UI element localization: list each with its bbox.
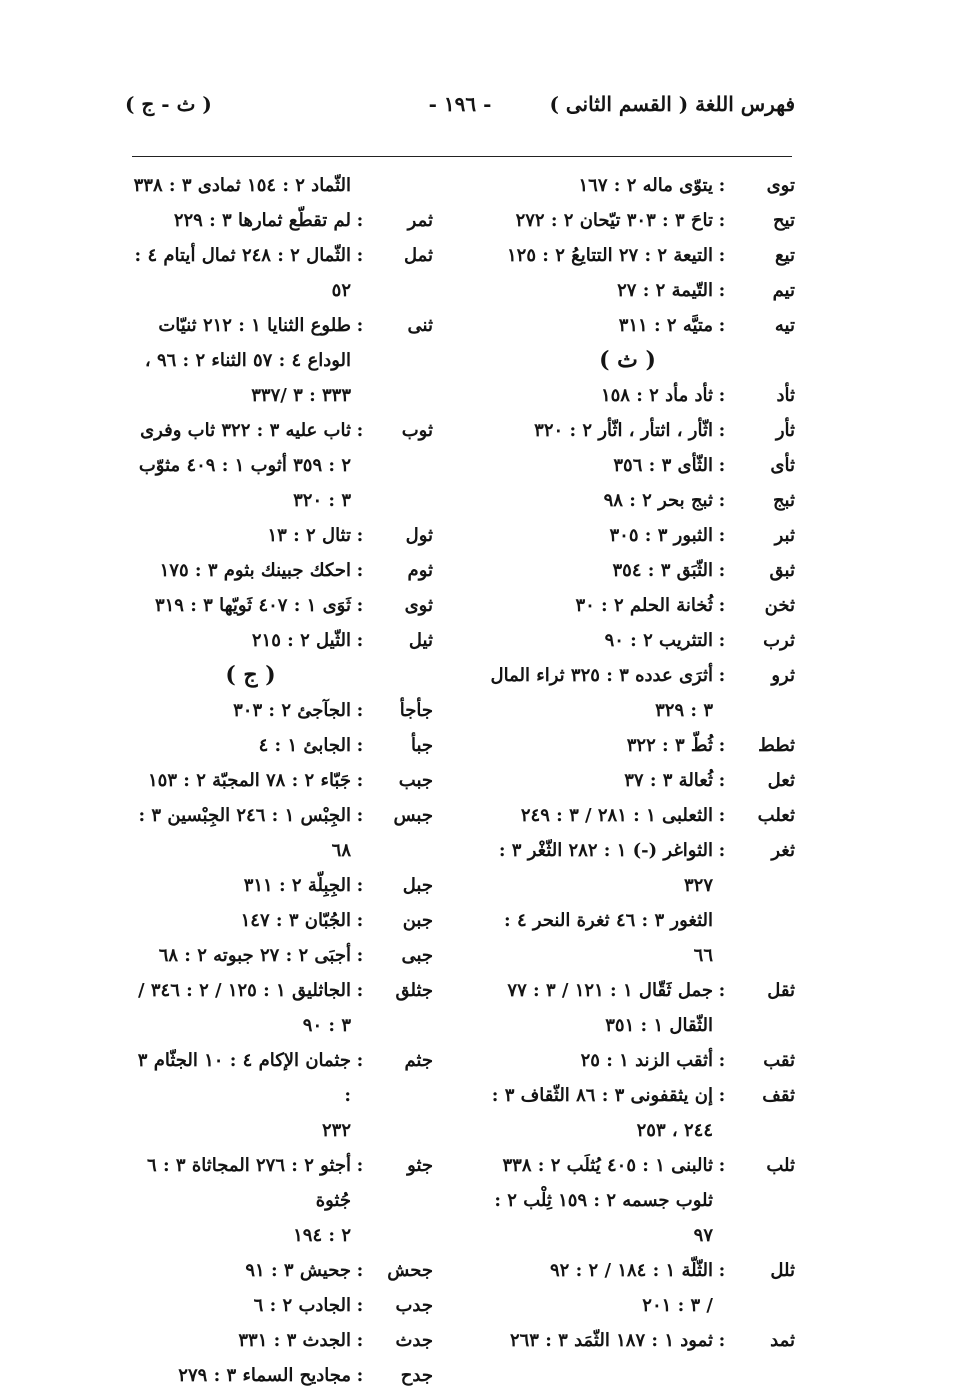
entry-line: الثغور ٣ : ٤٦ ثغرة النحر ٤ : ٦٦ [504, 910, 713, 966]
entry-line: الثّلّة ١ : ١٨٤ / ٢ : ٩٢ [550, 1260, 713, 1281]
index-entry [128, 203, 433, 238]
entry-root: جدث [395, 1330, 433, 1351]
entry-body [490, 1323, 713, 1358]
index-entry [490, 973, 795, 1043]
entry-root: ثأر [775, 420, 795, 441]
entry-body [128, 798, 351, 868]
index-entry [128, 238, 433, 308]
entry-root: جثلق [395, 980, 433, 1001]
index-entry [490, 413, 795, 448]
index-entry [490, 203, 795, 238]
index-entry [490, 1078, 795, 1148]
entry-root: جبس [393, 805, 433, 826]
index-entry [490, 553, 795, 588]
entry-root: جأجأ [399, 700, 433, 721]
entry-root: ثمد [770, 1330, 795, 1351]
entry-body [128, 763, 351, 798]
entry-line: جمل ثَقّال ١ : ١٢١ / ٣ : ٧٧ [507, 980, 713, 1001]
entry-body [490, 658, 713, 728]
entry-line: الثعلبى ١ : ٢٨١ / ٣ : ٢٤٩ [520, 805, 713, 826]
entry-root: ثمل [403, 245, 433, 266]
entry-separator: : [718, 595, 726, 616]
index-entry [128, 518, 433, 553]
index-entry [490, 378, 795, 413]
entry-separator: : [356, 525, 364, 546]
index-entry [128, 1323, 433, 1358]
entry-separator: : [356, 315, 364, 336]
index-entry [490, 1323, 795, 1358]
index-entry [128, 1253, 433, 1288]
entry-root: ثقب [763, 1050, 795, 1071]
entry-line: الجِبْس ١ : ٢٤٦ الجِبْسين ٣ : ٦٨ [138, 805, 351, 861]
entry-separator: : [356, 700, 364, 721]
entry-root: ثعلب [757, 805, 795, 826]
entry-separator: : [356, 980, 364, 1001]
letter-range: ( ث - ج ) [125, 92, 212, 116]
letter-section-heading: ( ج ) [225, 662, 276, 688]
entry-separator: : [718, 735, 726, 756]
entry-root: ثوب [401, 420, 433, 441]
entry-line: ثأد مأد ٢ : ١٥٨ [600, 385, 713, 406]
entry-line: ثُطّ ٣ : ٣٢٢ [626, 735, 713, 756]
entry-root: ثبر [774, 525, 795, 546]
entry-body [490, 273, 713, 308]
entry-root: ثبج [772, 490, 795, 511]
entry-line: ٢ : ٣٥٩ أثوب ١ : ٤٠٩ مثوّب [138, 455, 351, 476]
entry-line: الجُبّان ٣ : ١٤٧ [240, 910, 351, 931]
entry-root: تيه [774, 315, 795, 336]
page-number: - ١٩٦ - [428, 92, 492, 116]
entry-separator: : [718, 560, 726, 581]
entry-line: التيعة ٢ : ٢٧ التتايعُ ٢ : ١٢٥ [507, 245, 713, 266]
entry-body [490, 518, 713, 553]
index-entry [128, 553, 433, 588]
entry-line: أثقب الزند ١ : ٢٥ [580, 1050, 713, 1071]
entry-line: ٣٣٣ : ٣ /٣٣٧ [251, 385, 351, 406]
entry-body [128, 903, 351, 938]
index-entry [490, 238, 795, 273]
entry-line: الثّأى ٣ : ٣٥٦ [613, 455, 713, 476]
index-entry [128, 868, 433, 903]
entry-line: الجآجئ ٢ : ٣٠٣ [233, 700, 351, 721]
entry-root: ثأى [770, 455, 795, 476]
entry-separator: : [356, 1050, 364, 1071]
entry-line: الجاثليق ١ : ١٢٥ / ٢ : ٣٤٦ / [138, 980, 351, 1001]
index-entry [128, 413, 433, 518]
entry-body [490, 483, 713, 518]
index-entry [128, 938, 433, 973]
entry-line: أجبَى ٢ : ٢٧ جبوته ٢ : ٦٨ [158, 945, 351, 966]
entry-line: الثبور ٣ : ٣٠٥ [609, 525, 713, 546]
entry-root: ثقل [767, 980, 795, 1001]
entry-root: جحش [387, 1260, 433, 1281]
entry-line: لم تقطّع ثمارها ٣ : ٢٢٩ [173, 210, 351, 231]
entry-root: تيم [772, 280, 795, 301]
entry-line: ثاب عليه ٣ : ٣٢٢ ثاب وفرى [140, 420, 351, 441]
entry-root: ثخن [764, 595, 795, 616]
index-entry [490, 308, 795, 343]
index-entry [490, 1043, 795, 1078]
index-entry [128, 973, 433, 1043]
entry-line: جثمان الإكام ٤ : ١٠ الجثّام ٣ : [137, 1050, 351, 1106]
index-entry [128, 168, 433, 203]
entry-body [490, 833, 713, 973]
entry-body [490, 203, 713, 238]
entry-separator: : [356, 595, 364, 616]
entry-root: تيع [774, 245, 795, 266]
entry-separator: : [718, 455, 726, 476]
entry-root: ثيل [408, 630, 433, 651]
entry-body [490, 1078, 713, 1148]
entry-root: ثقف [762, 1085, 795, 1106]
entry-body [128, 1358, 351, 1393]
index-entry [490, 833, 795, 973]
entry-line: ٢٤٤ ، ٢٥٣ [636, 1120, 713, 1141]
entry-body [128, 973, 351, 1043]
entry-body [128, 168, 351, 203]
entry-line: الثّقال ١ : ٣٥١ [605, 1015, 713, 1036]
entry-root: ثنى [407, 315, 433, 336]
entry-line: جَبّاء ٢ : ٧٨ المجبّة ٢ : ١٥٣ [148, 770, 351, 791]
entry-separator: : [718, 280, 726, 301]
entry-line: الجِبِلّة ٢ : ٣١١ [243, 875, 351, 896]
index-entry [490, 1148, 795, 1253]
entry-root: ثلل [770, 1260, 795, 1281]
entry-separator: : [356, 1365, 364, 1386]
entry-line: ثلوب جسمه ٢ : ١٥٩ ثِلْب ٢ : ٩٧ [494, 1190, 713, 1246]
entry-separator: : [356, 945, 364, 966]
index-entry [128, 308, 433, 413]
running-head [125, 92, 795, 128]
entry-body [128, 588, 351, 623]
entry-separator: : [356, 1295, 364, 1316]
index-entry [128, 1358, 433, 1393]
entry-line: ثمود ١ : ١٨٧ الثّمَد ٣ : ٢٦٣ [509, 1330, 713, 1351]
index-entry [128, 903, 433, 938]
entry-separator: : [718, 420, 726, 441]
entry-line: التّيمة ٢ : ٢٧ [617, 280, 713, 301]
entry-root: ثعل [767, 770, 795, 791]
entry-line: ٣ : ٩٠ [302, 1015, 351, 1036]
entry-body [490, 553, 713, 588]
entry-line: ثَوَى ١ : ٤٠٧ ثَويّها ٣ : ٣١٩ [154, 595, 351, 616]
index-entry [490, 483, 795, 518]
entry-body [128, 938, 351, 973]
entry-body [490, 763, 713, 798]
entry-line: ثبج بحر ٢ : ٩٨ [603, 490, 713, 511]
index-entry [490, 588, 795, 623]
index-entry [128, 623, 433, 658]
index-entry [490, 168, 795, 203]
entry-line: مجاديح السماء ٣ : ٢٧٩ [178, 1365, 351, 1386]
index-entry [128, 1043, 433, 1148]
index-entry [128, 588, 433, 623]
index-entry [490, 658, 795, 728]
entry-body [128, 203, 351, 238]
entry-body [128, 1253, 351, 1288]
entry-separator: : [356, 1155, 364, 1176]
entry-root: ثطط [758, 735, 795, 756]
entry-body [490, 378, 713, 413]
entry-separator: : [718, 770, 726, 791]
entry-separator: : [718, 245, 726, 266]
entry-body [128, 1043, 351, 1148]
index-entry [128, 763, 433, 798]
index-entry [490, 518, 795, 553]
entry-separator: : [718, 1085, 726, 1106]
entry-line: التثريب ٢ : ٩٠ [604, 630, 713, 651]
entry-body [490, 1148, 713, 1253]
entry-body [490, 1253, 713, 1323]
entry-body [128, 1148, 351, 1253]
entry-root: تيح [772, 210, 795, 231]
index-entry [490, 728, 795, 763]
entry-root: ثأد [776, 385, 795, 406]
entry-body [490, 623, 713, 658]
index-entry [490, 763, 795, 798]
entry-body [128, 728, 351, 763]
entry-body [128, 693, 351, 728]
entry-line: الثواغر (-) ١ : ٢٨٢ الثّغْر ٣ : ٣٢٧ [498, 840, 713, 896]
entry-root: جدب [395, 1295, 433, 1316]
entry-separator: : [718, 525, 726, 546]
entry-body [490, 973, 713, 1043]
entry-line: تثال ٢ : ١٣ [267, 525, 351, 546]
entry-body [128, 238, 351, 308]
entry-line: أجثو ٢ : ٢٧٦ المجاثاة ٣ : ٦ جُثوة [147, 1155, 351, 1211]
entry-root: جبأ [410, 735, 433, 756]
right-column [490, 168, 795, 1358]
entry-root: جبى [401, 945, 433, 966]
entry-body [490, 728, 713, 763]
entry-line: تاحَ ٣ : ٣٠٣ تيّحان ٢ : ٢٧٢ [515, 210, 713, 231]
entry-separator: : [356, 1260, 364, 1281]
entry-line: ثُخانة الحلم ٢ : ٣٠ [575, 595, 713, 616]
entry-line: ٢ : ١٩٤ [293, 1225, 351, 1246]
entry-line: الجدث ٣ : ٣٣١ [238, 1330, 351, 1351]
entry-separator: : [356, 210, 364, 231]
entry-line: ثُعالة ٣ : ٣٧ [624, 770, 713, 791]
index-entry [490, 273, 795, 308]
entry-line: الثّمال ٢ : ٢٤٨ ثمال أيتام ٤ : ٥٢ [134, 245, 351, 301]
entry-body [490, 798, 713, 833]
entry-separator: : [718, 1050, 726, 1071]
entry-root: ثوم [407, 560, 433, 581]
entry-root: جبل [402, 875, 433, 896]
entry-root: ثرب [763, 630, 795, 651]
entry-separator: : [718, 1330, 726, 1351]
entry-separator: : [718, 315, 726, 336]
index-entry [128, 798, 433, 868]
entry-separator: : [356, 770, 364, 791]
letter-section-heading: ( ث ) [599, 347, 656, 373]
entry-line: الثّبَق ٣ : ٣٥٤ [612, 560, 713, 581]
entry-root: جثم [404, 1050, 433, 1071]
entry-line: ٢٣٢ [321, 1120, 351, 1141]
entry-separator: : [718, 385, 726, 406]
entry-line: الثّيل ٢ : ٢١٥ [251, 630, 351, 651]
entry-separator: : [718, 980, 726, 1001]
entry-root: ثوى [404, 595, 433, 616]
entry-line: / ٣ : ٢٠١ [642, 1295, 713, 1316]
entry-separator: : [718, 805, 726, 826]
entry-root: جدح [400, 1365, 433, 1386]
entry-separator: : [356, 420, 364, 441]
entry-root: ثغر [771, 840, 795, 861]
index-entry [490, 1253, 795, 1323]
index-entry [490, 798, 795, 833]
entry-body [490, 308, 713, 343]
index-entry [128, 693, 433, 728]
entry-separator: : [718, 490, 726, 511]
entry-body [128, 413, 351, 518]
header-divider [132, 156, 792, 157]
entry-root: ثلب [766, 1155, 795, 1176]
entry-root: ثرو [771, 665, 795, 686]
entry-line: الجابئ ١ : ٤ [258, 735, 351, 756]
entry-separator: : [356, 805, 364, 826]
entry-line: اثّأر ، اثتأر ، اثّأر ٢ : ٣٢٠ [534, 420, 713, 441]
entry-body [490, 413, 713, 448]
entry-body [490, 448, 713, 483]
entry-line: أثرَى عدده ٣ : ٣٢٥ ثراء المال [490, 665, 713, 686]
entry-line: يتوّى ماله ٢ : ١٦٧ [578, 175, 713, 196]
entry-body [490, 588, 713, 623]
entry-line: إن يثقفونى ٣ : ٨٦ الثّقاف ٣ : [491, 1085, 713, 1106]
entry-separator: : [718, 630, 726, 651]
entry-separator: : [718, 1260, 726, 1281]
entry-root: جثو [407, 1155, 433, 1176]
entry-separator: : [356, 560, 364, 581]
entry-separator: : [356, 630, 364, 651]
entry-body [490, 168, 713, 203]
entry-separator: : [718, 210, 726, 231]
entry-separator: : [718, 1155, 726, 1176]
entry-root: جبن [402, 910, 433, 931]
entry-line: طلوع الثنايا ١ : ٢١٢ ثنيّات [158, 315, 351, 336]
entry-line: متيَّه ٢ : ٣١١ [618, 315, 713, 336]
entry-body [128, 553, 351, 588]
entry-root: ثول [405, 525, 433, 546]
index-entry [128, 1148, 433, 1253]
entry-separator: : [718, 840, 726, 861]
entry-body [128, 518, 351, 553]
index-entry [490, 623, 795, 658]
entry-body [128, 1323, 351, 1358]
entry-line: جحيش ٣ : ٩١ [245, 1260, 351, 1281]
entry-line: ٣ : ٣٢٠ [293, 490, 351, 511]
entry-line: الثّماد ٢ : ١٥٤ ثمادى ٣ : ٣٣٨ [133, 175, 351, 196]
entry-line: ٣ : ٣٢٩ [655, 700, 713, 721]
entry-root: ثمر [407, 210, 433, 231]
entry-body [128, 623, 351, 658]
entry-separator: : [356, 735, 364, 756]
entry-root: توى [766, 175, 795, 196]
entry-body [128, 1288, 351, 1323]
entry-root: ثبق [769, 560, 795, 581]
entry-root: جبب [398, 770, 433, 791]
entry-separator: : [356, 245, 364, 266]
left-column [128, 168, 433, 1393]
index-entry [128, 1288, 433, 1323]
entry-separator: : [356, 1330, 364, 1351]
entry-body [490, 1043, 713, 1078]
entry-separator: : [356, 875, 364, 896]
entry-body [128, 868, 351, 903]
entry-separator: : [356, 910, 364, 931]
entry-line: الوداع ٤ : ٥٧ الثناء ٢ : ٩٦ ، [144, 350, 351, 371]
entry-line: ثالبنى ١ : ٤٠٥ يُثلَب ٢ : ٣٣٨ [502, 1155, 713, 1176]
entry-separator: : [718, 665, 726, 686]
index-entry [128, 728, 433, 763]
entry-body [490, 238, 713, 273]
index-entry [490, 448, 795, 483]
entry-separator: : [718, 175, 726, 196]
entry-line: الجادب ٢ : ٦ [253, 1295, 351, 1316]
running-head-title: فهرس اللغة ( القسم الثانى ) [549, 92, 795, 116]
entry-body [128, 308, 351, 413]
entry-line: احكك جبينك بثوم ٣ : ١٧٥ [159, 560, 351, 581]
